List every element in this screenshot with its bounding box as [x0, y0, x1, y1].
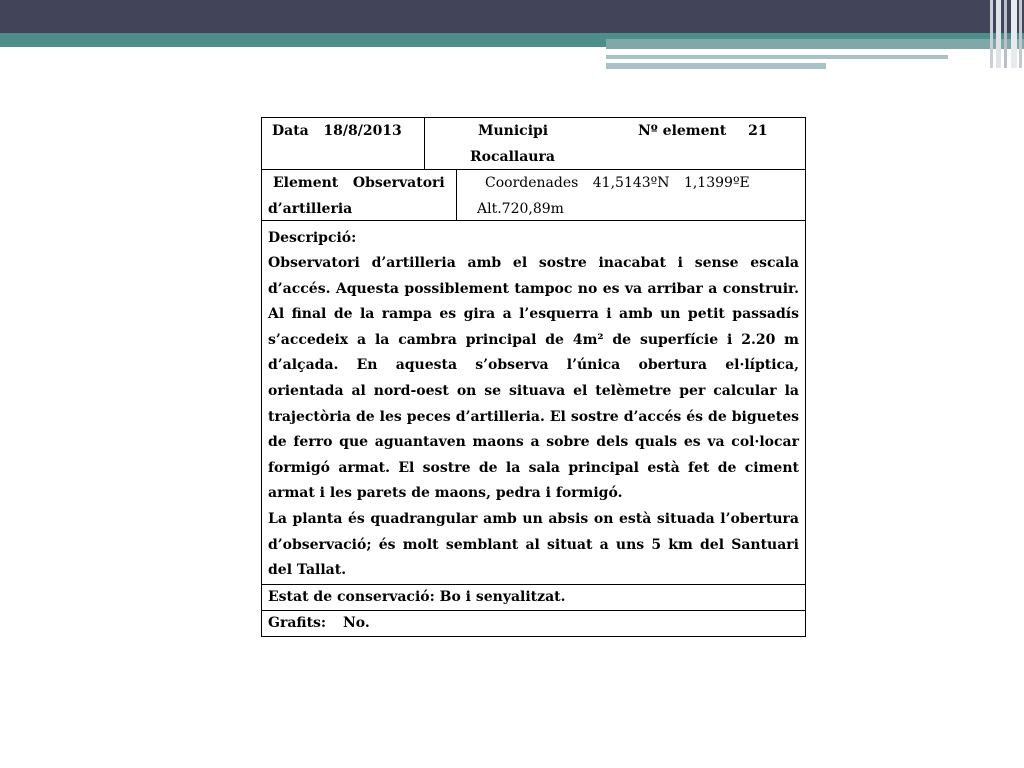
- coordinates-lat: 41,5143ºN: [592, 175, 670, 191]
- header-band-teal-left: [0, 39, 606, 47]
- municipality-label: Municipi: [478, 123, 549, 139]
- coordinates-label: Coordenades: [485, 175, 579, 191]
- conservation-status: Estat de conservació: Bo i senyalitzat.: [268, 588, 566, 605]
- date-value: 18/8/2013: [323, 123, 402, 139]
- header-band-dark: [0, 0, 1024, 33]
- municipality-value: Rocallaura: [470, 149, 555, 165]
- record-row-header: [262, 118, 805, 170]
- header-vertical-stripe: [996, 0, 1001, 68]
- coordinates-cell: [457, 170, 805, 220]
- date-label: Data: [272, 123, 309, 139]
- header-vertical-stripe: [1019, 0, 1022, 68]
- header-vertical-stripe: [990, 0, 993, 68]
- date-cell: [262, 118, 425, 169]
- altitude: Alt.720,89m: [477, 201, 564, 217]
- description-label: Descripció:: [268, 230, 357, 246]
- header-band-divider: [0, 47, 606, 49]
- element-number-value: 21: [748, 123, 768, 139]
- element-label: Element: [273, 175, 339, 191]
- header-band-light-1: [606, 55, 948, 59]
- record-row-conservation: [262, 585, 805, 611]
- element-number-label: Nº element: [638, 123, 727, 139]
- element-value-continued: d’artilleria: [268, 201, 353, 217]
- header-band-teal-right: [606, 39, 1024, 49]
- record-row-graffiti: [262, 611, 805, 636]
- header-band-light-2: [606, 63, 826, 69]
- element-value: Observatori: [352, 175, 445, 191]
- element-cell: [262, 170, 457, 220]
- description-paragraph: Observatori d’artilleria amb el sostre inacabat i sense escala d’accés. Aquesta possiblement tampoc no es va arribar a construir. Al final de la rampa es gira a l’esquerra i amb un petit passadís s’accedeix a la cambra principal de 4m² de superfície i 2.20 m d’alçada. En aquesta s’observa l’única obertura el·líptica, orientada al nord-oest on se situava el telèmetre per calcular la trajectòria de les peces d’artilleria. El sostre d’accés és de biguetes de ferro que aguantaven maons a sobre dels quals es va col·locar formigó armat. El sostre de la sala principal està fet de ciment armat i les parets de maons, pedra i formigó.: [268, 255, 799, 502]
- coordinates-lon: 1,1399ºE: [683, 175, 750, 191]
- header-vertical-stripe: [1011, 0, 1017, 68]
- record-table: [261, 117, 806, 637]
- graffiti-value: No.: [342, 614, 370, 631]
- header-vertical-stripe: [1004, 0, 1007, 68]
- record-row-element: [262, 170, 805, 221]
- record-row-description: [262, 221, 805, 585]
- graffiti-label: Grafits:: [268, 614, 327, 631]
- description-paragraph: La planta és quadrangular amb un absis on està situada l’obertura d’observació; és molt semblant al situat a uns 5 km del Santuari del Tallat.: [268, 510, 799, 579]
- description-cell: [262, 221, 805, 584]
- municipality-cell: [425, 118, 805, 169]
- graffiti-cell: [262, 611, 805, 636]
